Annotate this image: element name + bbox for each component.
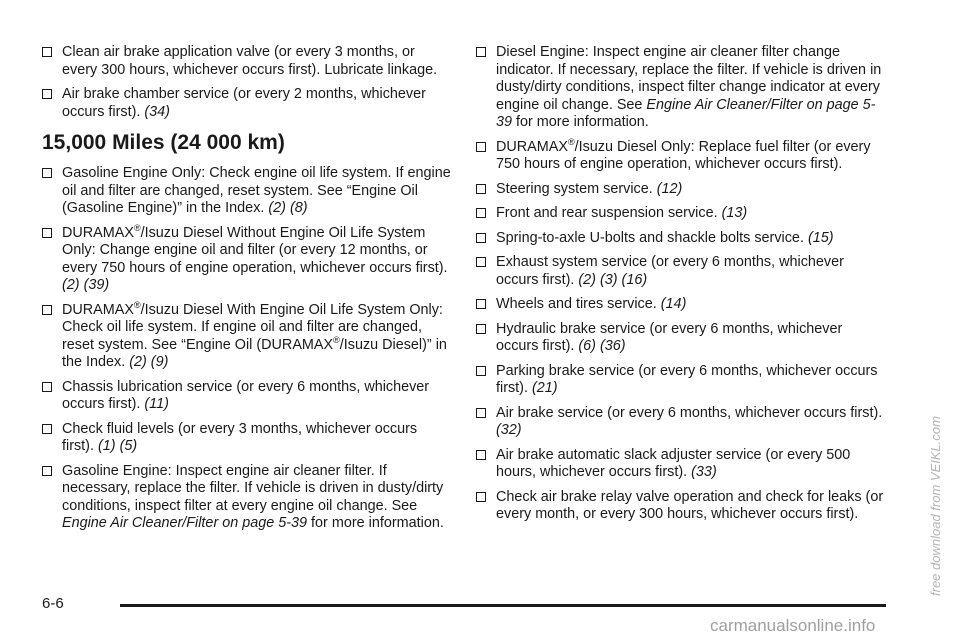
note-reference: (14) bbox=[660, 296, 687, 312]
checklist-item bbox=[42, 165, 452, 218]
item-text: /Isuzu Diesel With Engine Oil Life System Only: Check oil life system. If engine oil and filter are changed, reset system. See “Engine Oil (DURAMAX bbox=[62, 301, 443, 353]
item-text: Diesel Engine: Inspect engine air cleaner filter change indicator. If necessary, replace the filter. If vehicle is driven in dusty/dirty conditions, inspect filter change indicator at every engine oil change. See bbox=[496, 44, 882, 113]
checkbox-icon bbox=[476, 47, 486, 57]
item-text: Gasoline Engine Only: Check engine oil life system. If engine oil and filter are changed, reset system. See “Engine Oil (Gasoline Engine)” in the Index. bbox=[62, 165, 451, 216]
item-text: DURAMAX bbox=[62, 301, 134, 318]
item-text: Parking brake service (or every 6 months, whichever occurs first). bbox=[496, 362, 878, 396]
checklist-item bbox=[42, 222, 452, 295]
registered-mark: ® bbox=[567, 136, 575, 147]
note-reference: (12) bbox=[656, 180, 683, 197]
checklist-item bbox=[476, 205, 886, 223]
note-reference: (2) (3) (16) bbox=[578, 271, 648, 288]
checklist-item bbox=[476, 447, 886, 482]
checklist-item bbox=[42, 44, 452, 79]
item-text: Clean air brake application valve (or every 3 months, or every 300 hours, whichever occurs first). Lubricate linkage. bbox=[62, 44, 438, 78]
registered-mark: ® bbox=[333, 334, 340, 345]
section-heading: 15,000 Miles (24 000 km) bbox=[42, 131, 285, 154]
checkbox-icon bbox=[476, 450, 486, 460]
checklist-item bbox=[42, 379, 452, 414]
cross-reference: Engine Air Cleaner/Filter on page 5-39 bbox=[496, 96, 876, 130]
footer-rule bbox=[120, 604, 886, 607]
checkbox-icon bbox=[476, 208, 486, 218]
checklist-15000-miles bbox=[42, 165, 452, 533]
item-text: Air brake automatic slack adjuster service (or every 500 hours, whichever occurs first). bbox=[496, 446, 851, 480]
checkbox-icon bbox=[476, 233, 486, 243]
item-text: /Isuzu Diesel Without Engine Oil Life System Only: Change engine oil and filter (or every 12 months, or every 750 hours of engine operation, whichever occurs first). bbox=[62, 224, 448, 276]
note-reference: (32) bbox=[496, 422, 522, 438]
checklist-item bbox=[476, 296, 886, 314]
checklist-item bbox=[476, 254, 886, 289]
checkbox-icon bbox=[476, 299, 486, 309]
checklist-item bbox=[476, 363, 886, 398]
checkbox-icon bbox=[476, 408, 486, 418]
checkbox-icon bbox=[42, 305, 52, 315]
item-text: Hydraulic brake service (or every 6 months, whichever occurs first). bbox=[496, 320, 843, 354]
note-reference: (34) bbox=[144, 103, 170, 120]
side-watermark: free download from VEIKL.com bbox=[928, 416, 943, 596]
item-text: Air brake service (or every 6 months, whichever occurs first). bbox=[496, 404, 883, 421]
checkbox-icon bbox=[42, 228, 52, 238]
checkbox-icon bbox=[42, 168, 52, 178]
checkbox-icon bbox=[476, 257, 486, 267]
checkbox-icon bbox=[42, 47, 52, 57]
note-reference: (15) bbox=[807, 229, 834, 246]
item-text: /Isuzu Diesel)” in the Index. bbox=[62, 336, 447, 370]
checkbox-icon bbox=[42, 424, 52, 434]
item-text: Front and rear suspension service. bbox=[496, 205, 722, 221]
cross-reference: Engine Air Cleaner/Filter on page 5-39 bbox=[62, 515, 308, 531]
item-text: Check air brake relay valve operation and check for leaks (or every month, or every 300 hours, whichever occurs first). bbox=[496, 488, 884, 522]
item-text: Steering system service. bbox=[496, 180, 657, 197]
bottom-watermark: carmanualsonline.info bbox=[710, 616, 876, 635]
checklist-item bbox=[476, 136, 886, 174]
checklist-item bbox=[476, 230, 886, 248]
note-reference: (2) (8) bbox=[268, 200, 308, 216]
checklist-item bbox=[42, 463, 452, 533]
checklist-item bbox=[476, 181, 886, 199]
item-text: /Isuzu Diesel Only: Replace fuel filter (or every 750 hours of engine operation, whichever occurs first). bbox=[496, 138, 871, 172]
item-text: Wheels and tires service. bbox=[496, 296, 661, 312]
item-text: for more information. bbox=[512, 114, 649, 130]
left-column bbox=[42, 44, 452, 540]
checklist-item bbox=[476, 405, 886, 440]
registered-mark: ® bbox=[133, 222, 141, 233]
note-reference: (13) bbox=[721, 205, 748, 221]
item-text: Check fluid levels (or every 3 months, whichever occurs first). bbox=[62, 420, 418, 454]
registered-mark: ® bbox=[133, 299, 141, 310]
checkbox-icon bbox=[42, 466, 52, 476]
checkbox-icon bbox=[476, 492, 486, 502]
checklist-top bbox=[42, 44, 452, 121]
item-text: Gasoline Engine: Inspect engine air cleaner filter. If necessary, replace the filter. If vehicle is driven in dusty/dirty conditions, inspect filter at every engine oil change. See bbox=[62, 462, 444, 514]
checklist-item bbox=[476, 321, 886, 356]
checkbox-icon bbox=[476, 184, 486, 194]
item-text: Air brake chamber service (or every 2 months, whichever occurs first). bbox=[62, 86, 426, 120]
checklist-item bbox=[42, 421, 452, 456]
note-reference: (21) bbox=[531, 380, 558, 396]
item-text: Spring-to-axle U-bolts and shackle bolts service. bbox=[496, 229, 808, 246]
note-reference: (11) bbox=[144, 396, 169, 412]
note-reference: (2) (9) bbox=[129, 354, 169, 370]
checklist-item bbox=[476, 489, 886, 524]
note-reference: (2) (39) bbox=[62, 277, 110, 293]
checklist-item bbox=[476, 44, 886, 132]
item-text: for more information. bbox=[307, 515, 444, 531]
note-reference: (33) bbox=[691, 464, 717, 480]
item-text: DURAMAX bbox=[62, 224, 134, 241]
item-text: Exhaust system service (or every 6 months, whichever occurs first). bbox=[496, 254, 844, 288]
checkbox-icon bbox=[476, 142, 486, 152]
note-reference: (6) (36) bbox=[578, 338, 626, 354]
checklist-right bbox=[476, 44, 886, 524]
checkbox-icon bbox=[476, 366, 486, 376]
checklist-item bbox=[42, 86, 452, 121]
note-reference: (1) (5) bbox=[97, 438, 138, 454]
checkbox-icon bbox=[42, 382, 52, 392]
right-column bbox=[476, 44, 886, 531]
item-text: DURAMAX bbox=[496, 138, 568, 155]
checkbox-icon bbox=[476, 324, 486, 334]
checklist-item bbox=[42, 299, 452, 372]
page-number: 6-6 bbox=[42, 595, 64, 612]
checkbox-icon bbox=[42, 89, 52, 99]
item-text: Chassis lubrication service (or every 6 months, whichever occurs first). bbox=[62, 378, 430, 412]
